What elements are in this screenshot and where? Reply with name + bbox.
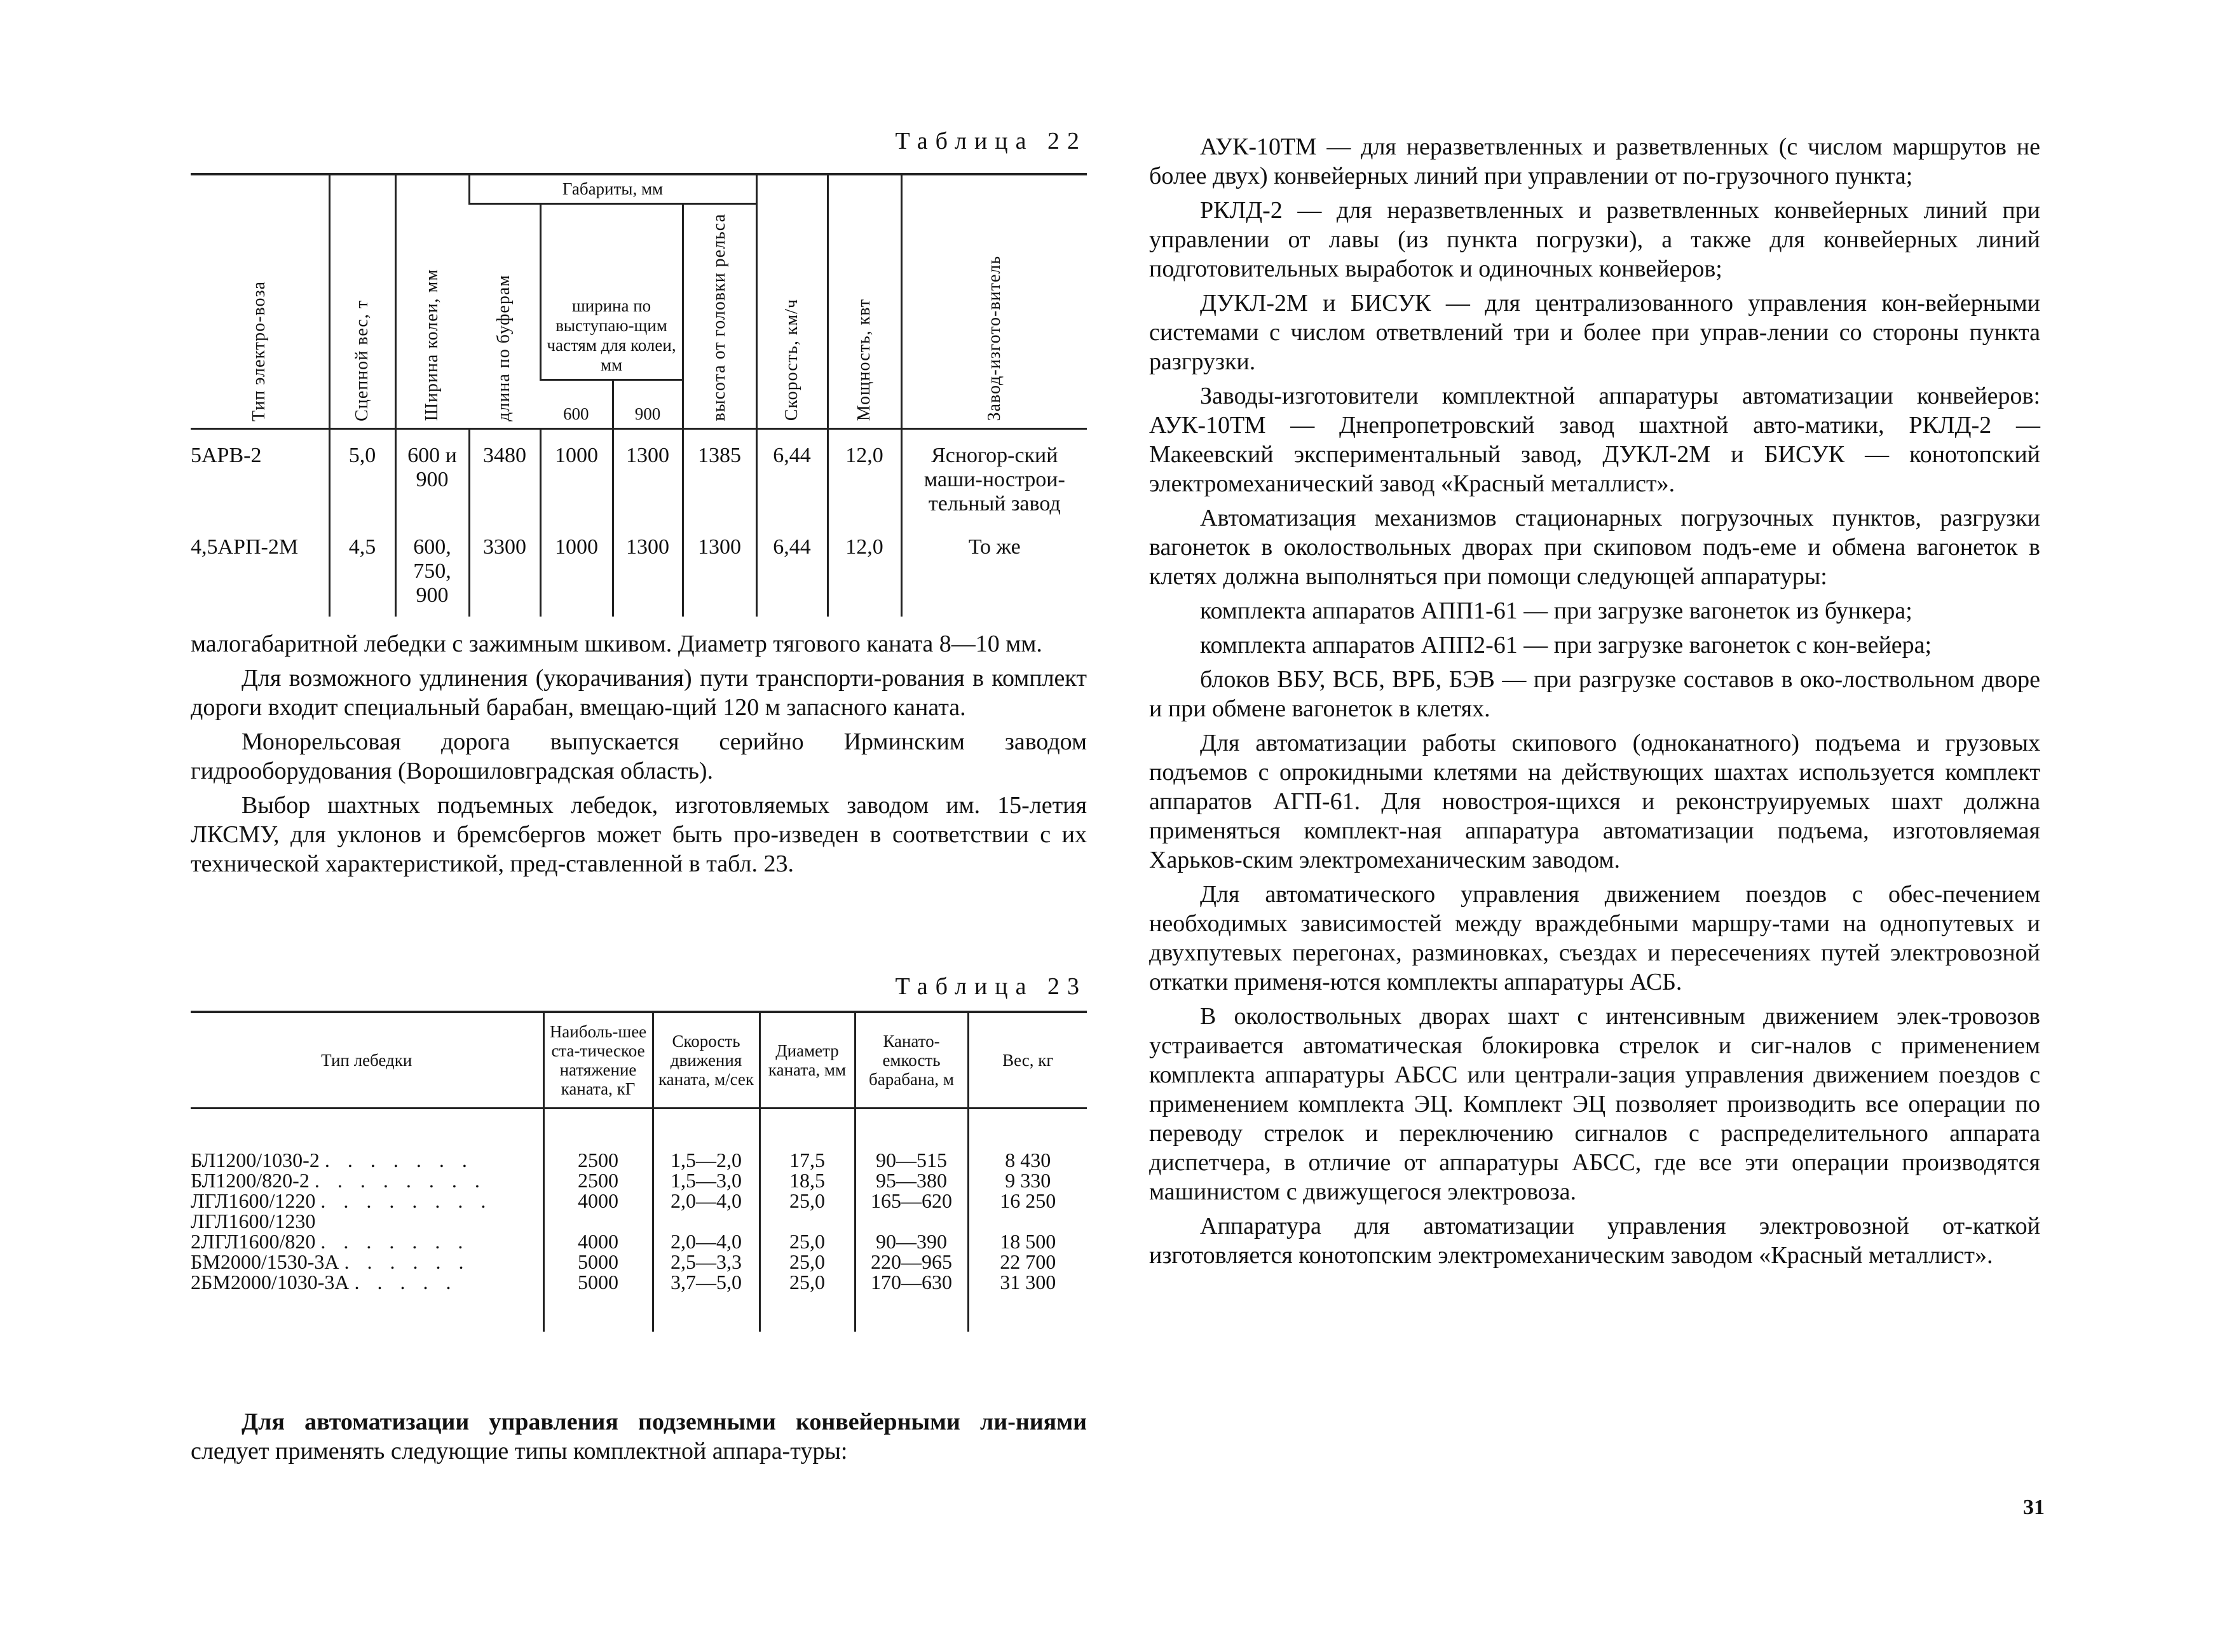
table-cell [191, 1272, 543, 1332]
left-bottom-text [191, 1407, 1087, 1466]
table-cell: 22 700 [968, 1252, 1087, 1272]
paragraph: Автоматизация механизмов стационарных погрузочных пунктов, разгрузки вагонеток в околоствольных дворах при скиповом подъ-еме и обмена вагонеток в клетях должна выполняться при помощи следующей аппаратуры: [1149, 505, 2040, 590]
paragraph: малогабаритной лебедки с зажимным шкивом. Диаметр тягового каната 8—10 мм. [191, 631, 1042, 657]
paragraph: В околоствольных дворах шахт с интенсивным движением элек-тровозов устраивается автоматическая блокировка стрелок и сиг-налов с применением комплекта аппаратуры АБСС или централи-зация управления движением поездов с применением комплекта ЭЦ. Комплект ЭЦ позволяет производить все операции по переводу стрелок и переключению сигналов с распределительного аппарата диспетчера, в отличие от аппаратуры АБСС, где все эти операции производятся машинистом с движущегося электровоза. [1149, 1003, 2040, 1205]
table-cell: 1300 [613, 428, 683, 516]
cell-text: Ширина колеи, мм [422, 269, 442, 421]
table22-caption: Таблица 22 [895, 128, 1087, 154]
table-cell: 25,0 [760, 1231, 855, 1252]
col-header-power [828, 174, 901, 428]
bold-lead: Для автоматизации управления подземными конвейерными ли-ниями [242, 1409, 1087, 1435]
table-cell: 1,5—3,0 [653, 1170, 760, 1191]
table-cell: 3300 [469, 516, 540, 617]
table-cell: 1,5—2,0 [653, 1109, 760, 1171]
paragraph: Монорельсовая дорога выпускается серийно Ирминским заводом гидрооборудования (Ворошиловградская область). [191, 728, 1087, 784]
table-cell: 4,5АРП-2М [191, 535, 299, 559]
table-cell: 5АРВ-2 [191, 443, 262, 467]
table-cell: 170—630 [855, 1272, 968, 1332]
table-cell: Ясногор-ский маши-нострои-тельный завод [901, 428, 1087, 516]
table-row [191, 1170, 1087, 1191]
table-cell: 4000 [543, 1191, 653, 1211]
table-22 [191, 173, 1087, 617]
cell-text: длина по буферам [494, 274, 514, 421]
table-cell: 600 и 900 [395, 428, 469, 516]
table-cell: 165—620 [855, 1191, 968, 1211]
table-cell: 25,0 [760, 1191, 855, 1211]
paragraph: ДУКЛ-2М и БИСУК — для централизованного управления кон-вейерными системами с числом ответвлений три и более при управ-лении со стороны пункта разгрузки. [1149, 290, 2040, 375]
cell-text: 2ЛГЛ1600/820 [191, 1230, 316, 1253]
col-header-w600: 600 [540, 379, 613, 428]
table-row [191, 1231, 1087, 1252]
cell-text: . . . . . . [344, 1250, 470, 1273]
table-cell: 1300 [683, 516, 756, 617]
paragraph: Для автоматического управления движением поездов с обес-печением необходимых зависимостей между враждебными маршру-тами на однопутевых и двухпутевых перегонах, разминовках, съездах и пересечениях путей электровозной откатки применя-ются комплекты аппаратуры АСБ. [1149, 881, 2040, 995]
table-cell: 600, 750, 900 [395, 516, 469, 617]
cell-text: следует применять следующие типы комплектной аппара-туры: [191, 1438, 848, 1464]
table-cell: 6,44 [756, 516, 828, 617]
col-header-tension: Наиболь-шее ста-тическое натяжение каната, кГ [543, 1012, 653, 1109]
paragraph: Для автоматизации работы скипового (одноканатного) подъема и грузовых подъемов с опрокидными клетями на действующих шахтах используется комплект аппаратов АГП-61. Для новострoя-щихся и реконструируемых шахт должна применяться комплект-ная аппаратура автоматизации подъема, изготовляемая Харьков-ским электромеханическим заводом. [1149, 730, 2040, 873]
col-header-w900: 900 [613, 379, 683, 428]
col-header-winch-type: Тип лебедки [191, 1012, 543, 1109]
cell-text: Мощность, квт [854, 299, 875, 421]
table-cell: 4,5 [329, 516, 395, 617]
table-cell [191, 1231, 543, 1252]
table-cell: То же [901, 516, 1087, 617]
table-cell [855, 1211, 968, 1231]
table-cell: 16 250 [968, 1191, 1087, 1211]
col-header-capacity: Канато-емкость барабана, м [855, 1012, 968, 1109]
paragraph: Для возможного удлинения (укорачивания) пути транспорти-рования в комплект дороги входит специальный барабан, вмещаю-щий 120 м запасного каната. [191, 665, 1087, 721]
table-cell: 2,5—3,3 [653, 1252, 760, 1272]
table-cell [191, 1211, 543, 1231]
cell-text: БЛ1200/1030-2 [191, 1149, 320, 1171]
table-row [191, 516, 1087, 617]
col-header-mass: Вес, кг [968, 1012, 1087, 1109]
col-header-speed [756, 174, 828, 428]
table-cell: 1000 [540, 428, 613, 516]
table-row [191, 428, 1087, 516]
table-cell: 5000 [543, 1272, 653, 1332]
paragraph: РКЛД-2 — для неразветвленных и разветвленных конвейерных линий при управлении от лавы (из пункта погрузки), а также для конвейерных линий подготовительных выработок и одиночных конвейеров; [1149, 197, 2040, 282]
cell-text: Скорость, км/ч [782, 299, 802, 421]
table-cell [191, 1170, 543, 1191]
table-cell [760, 1211, 855, 1231]
table-cell [968, 1211, 1087, 1231]
cell-text: ЛГЛ1600/1220 [191, 1189, 316, 1212]
table-cell [653, 1211, 760, 1231]
cell-text: ЛГЛ1600/1230 [191, 1210, 316, 1232]
table-cell: 4000 [543, 1231, 653, 1252]
table-cell [543, 1211, 653, 1231]
cell-text: . . . . . . . . [314, 1169, 486, 1192]
cell-text: высота от головки рельса [709, 214, 729, 421]
col-header-type [191, 174, 329, 428]
table-cell: 3480 [469, 428, 540, 516]
table-cell: 12,0 [828, 428, 901, 516]
table-cell: 90—390 [855, 1231, 968, 1252]
cell-text: Завод-изгото-витель [984, 256, 1004, 421]
col-header-diameter: Диаметр каната, мм [760, 1012, 855, 1109]
table-cell [191, 1109, 543, 1171]
col-header-weight [329, 174, 395, 428]
table-cell: 25,0 [760, 1252, 855, 1272]
col-header-maker [901, 174, 1087, 428]
col-header-height [683, 204, 756, 429]
table23-caption: Таблица 23 [895, 973, 1087, 1000]
table-cell: 95—380 [855, 1170, 968, 1191]
cell-text: . . . . . [354, 1271, 458, 1294]
col-header-width: ширина по выступаю-щим частям для колеи, мм [540, 204, 683, 380]
cell-text: . . . . . . . . [320, 1189, 493, 1212]
cell-text: . . . . . . . [320, 1230, 470, 1253]
table-cell: 2500 [543, 1109, 653, 1171]
paragraph: Заводы-изготовители комплектной аппаратуры автоматизации конвейеров: АУК-10ТМ — Днепропетровский завод шахтной авто-матики, РКЛД-2 — Макеевский экспериментальный завод, ДУКЛ-2М и БИСУК — конотопский электромеханический завод «Красный металлист». [1149, 383, 2040, 497]
table-cell: 18,5 [760, 1170, 855, 1191]
paragraph: АУК-10ТМ — для неразветвленных и разветвленных (с числом маршрутов не более двух) конвейерных линий при управлении от по-грузочного пункта; [1149, 133, 2040, 189]
cell-text: БМ2000/1530-3А [191, 1250, 339, 1273]
table-row [191, 1109, 1087, 1171]
cell-text: . . . . . . . [324, 1149, 474, 1171]
table-row [191, 1191, 1087, 1211]
left-body-text [191, 629, 1087, 878]
table-cell: 12,0 [828, 516, 901, 617]
paragraph: комплекта аппаратов АПП1-61 — при загрузке вагонеток из бункера; [1200, 597, 1912, 624]
table-cell: 17,5 [760, 1109, 855, 1171]
table-cell: 6,44 [756, 428, 828, 516]
cell-text: 2БМ2000/1030-3А [191, 1271, 350, 1294]
col-header-dims: Габариты, мм [469, 174, 756, 204]
table-cell: 5000 [543, 1252, 653, 1272]
paragraph: Аппаратура для автоматизации управления электровозной от-каткой изготовляется конотопским электромеханическим заводом «Красный металлист». [1149, 1213, 2040, 1269]
table-cell: 2500 [543, 1170, 653, 1191]
table-cell: 90—515 [855, 1109, 968, 1171]
col-header-rope-speed: Скорость движения каната, м/сек [653, 1012, 760, 1109]
table-cell: 3,7—5,0 [653, 1272, 760, 1332]
table-cell [191, 1191, 543, 1211]
table-cell: 2,0—4,0 [653, 1231, 760, 1252]
right-body-text [1149, 132, 2040, 1270]
cell-text: БЛ1200/820-2 [191, 1169, 310, 1192]
table-cell: 9 330 [968, 1170, 1087, 1191]
table-cell: 1000 [540, 516, 613, 617]
page-number: 31 [2023, 1496, 2045, 1519]
col-header-gauge [395, 174, 469, 428]
table-row [191, 1272, 1087, 1332]
table-cell: 220—965 [855, 1252, 968, 1272]
table-cell: 5,0 [329, 428, 395, 516]
table-cell: 2,0—4,0 [653, 1191, 760, 1211]
table-23 [191, 1011, 1087, 1332]
cell-text: Сцепной вес, т [352, 299, 372, 421]
paragraph: комплекта аппаратов АПП2-61 — при загрузке вагонеток с кон-вейера; [1200, 632, 1932, 659]
table-cell: 1385 [683, 428, 756, 516]
table-cell: 18 500 [968, 1231, 1087, 1252]
table-cell [191, 1252, 543, 1272]
paragraph: блоков ВБУ, ВСБ, ВРБ, БЭВ — при разгрузке составов в око-лоствольном дворе и при обмене вагонеток в клетях. [1149, 666, 2040, 722]
table-cell: 8 430 [968, 1109, 1087, 1171]
table-cell: 31 300 [968, 1272, 1087, 1332]
table-row [191, 1211, 1087, 1231]
cell-text: Тип электро-воза [249, 280, 269, 421]
col-header-length [469, 204, 540, 429]
table-cell: 25,0 [760, 1272, 855, 1332]
table-row [191, 1252, 1087, 1272]
paragraph: Выбор шахтных подъемных лебедок, изготовляемых заводом им. 15-летия ЛКСМУ, для уклонов и бремсбергов может быть про-изведен в соответствии с их технической характеристикой, пред-ставленной в табл. 23. [191, 792, 1087, 877]
table-cell: 1300 [613, 516, 683, 617]
paragraph [191, 1407, 1087, 1466]
